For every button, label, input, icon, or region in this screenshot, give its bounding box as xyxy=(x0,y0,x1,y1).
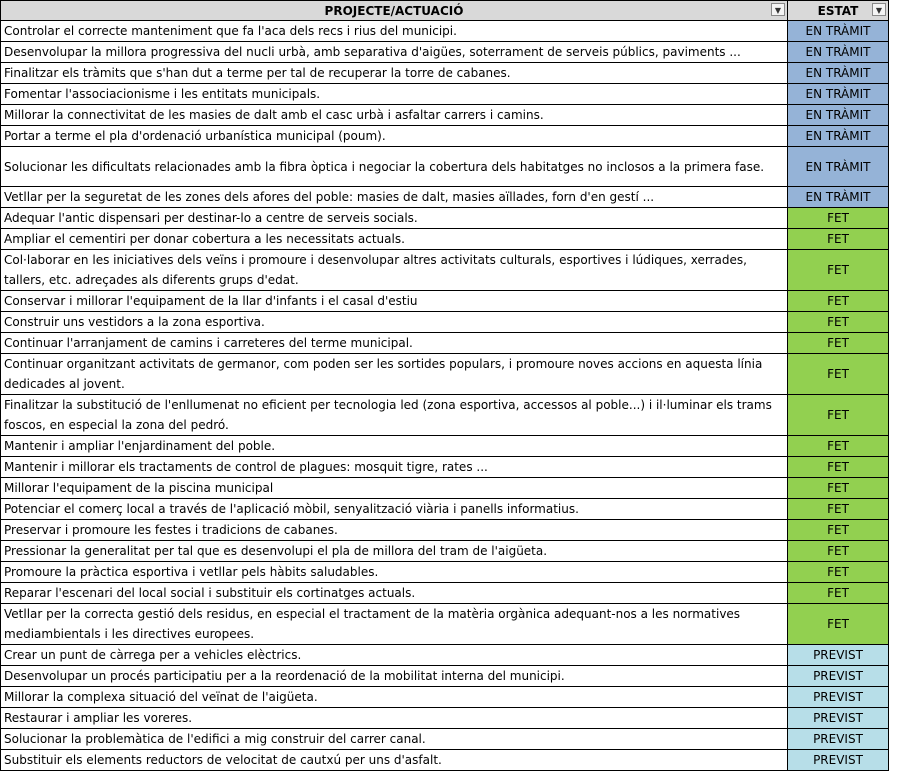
project-cell[interactable]: Fomentar l'associacionisme i les entitats municipals. xyxy=(1,84,788,105)
status-cell[interactable]: FET xyxy=(788,478,889,499)
table-row xyxy=(1,105,889,126)
project-cell[interactable]: Millorar la complexa situació del veïnat de l'aigüeta. xyxy=(1,687,788,708)
table-row xyxy=(1,126,889,147)
status-cell[interactable]: EN TRÀMIT xyxy=(788,126,889,147)
project-cell[interactable]: Controlar el correcte manteniment que fa l'aca dels recs i rius del municipi. xyxy=(1,21,788,42)
status-cell[interactable]: FET xyxy=(788,604,889,645)
table-row xyxy=(1,666,889,687)
status-cell[interactable]: PREVIST xyxy=(788,750,889,771)
project-cell[interactable]: Desenvolupar un procés participatiu per a la reordenació de la mobilitat interna del municipi. xyxy=(1,666,788,687)
status-cell[interactable]: EN TRÀMIT xyxy=(788,21,889,42)
project-cell[interactable]: Finalitzar els tràmits que s'han dut a terme per tal de recuperar la torre de cabanes. xyxy=(1,63,788,84)
project-cell[interactable]: Restaurar i ampliar les voreres. xyxy=(1,708,788,729)
table-row xyxy=(1,42,889,63)
status-cell[interactable]: EN TRÀMIT xyxy=(788,84,889,105)
project-cell[interactable]: Solucionar les dificultats relacionades amb la fibra òptica i negociar la cobertura dels habitatges no inclosos a la primera fase. xyxy=(1,147,788,187)
status-cell[interactable]: FET xyxy=(788,541,889,562)
project-cell[interactable]: Millorar la connectivitat de les masies de dalt amb el casc urbà i asfaltar carrers i camins. xyxy=(1,105,788,126)
project-cell[interactable]: Pressionar la generalitat per tal que es desenvolupi el pla de millora del tram de l'aigüeta. xyxy=(1,541,788,562)
status-cell[interactable]: FET xyxy=(788,312,889,333)
table-row xyxy=(1,687,889,708)
project-cell[interactable]: Adequar l'antic dispensari per destinar-lo a centre de serveis socials. xyxy=(1,208,788,229)
project-cell[interactable]: Ampliar el cementiri per donar cobertura a les necessitats actuals. xyxy=(1,229,788,250)
status-cell[interactable]: FET xyxy=(788,250,889,291)
table-row xyxy=(1,21,889,42)
status-cell[interactable]: EN TRÀMIT xyxy=(788,63,889,84)
table-row xyxy=(1,354,889,395)
table-row xyxy=(1,457,889,478)
project-cell[interactable]: Potenciar el comerç local a través de l'aplicació mòbil, senyalització viària i panells informatius. xyxy=(1,499,788,520)
table-row xyxy=(1,729,889,750)
table-row xyxy=(1,520,889,541)
table-row xyxy=(1,312,889,333)
status-cell[interactable]: FET xyxy=(788,395,889,436)
status-cell[interactable]: EN TRÀMIT xyxy=(788,105,889,126)
status-header-label: ESTAT xyxy=(817,3,859,18)
project-cell[interactable]: Mantenir i ampliar l'enjardinament del poble. xyxy=(1,436,788,457)
status-column-header[interactable] xyxy=(788,1,889,21)
project-cell[interactable]: Vetllar per la correcta gestió dels residus, en especial el tractament de la matèria orgànica adequant-nos a les normatives mediambientals i les directives europees. xyxy=(1,604,788,645)
status-cell[interactable]: FET xyxy=(788,291,889,312)
project-cell[interactable]: Mantenir i millorar els tractaments de control de plagues: mosquit tigre, rates ... xyxy=(1,457,788,478)
project-cell[interactable]: Solucionar la problemàtica de l'edifici a mig construir del carrer canal. xyxy=(1,729,788,750)
project-cell[interactable]: Desenvolupar la millora progressiva del nucli urbà, amb separativa d'aigües, soterrament de serveis públics, paviments ... xyxy=(1,42,788,63)
status-cell[interactable]: FET xyxy=(788,499,889,520)
filter-sorted-icon[interactable]: ▼ xyxy=(872,3,886,16)
status-cell[interactable]: FET xyxy=(788,208,889,229)
project-cell[interactable]: Vetllar per la seguretat de les zones dels afores del poble: masies de dalt, masies aïllades, forn d'en gestí ... xyxy=(1,187,788,208)
table-row xyxy=(1,436,889,457)
project-cell[interactable]: Portar a terme el pla d'ordenació urbanística municipal (poum). xyxy=(1,126,788,147)
project-cell[interactable]: Reparar l'escenari del local social i substituir els cortinatges actuals. xyxy=(1,583,788,604)
project-header-label: PROJECTE/ACTUACIÓ xyxy=(324,3,464,18)
project-cell[interactable]: Millorar l'equipament de la piscina municipal xyxy=(1,478,788,499)
table-row xyxy=(1,147,889,187)
table-row xyxy=(1,208,889,229)
status-cell[interactable]: PREVIST xyxy=(788,666,889,687)
table-row xyxy=(1,645,889,666)
status-cell[interactable]: EN TRÀMIT xyxy=(788,187,889,208)
project-cell[interactable]: Continuar organitzant activitats de germanor, com poden ser les sortides populars, i promoure noves accions en aquesta línia dedicades al jovent. xyxy=(1,354,788,395)
table-row xyxy=(1,333,889,354)
project-cell[interactable]: Conservar i millorar l'equipament de la llar d'infants i el casal d'estiu xyxy=(1,291,788,312)
table-row xyxy=(1,250,889,291)
project-cell[interactable]: Finalitzar la substitució de l'enllumenat no eficient per tecnologia led (zona esportiva, accessos al poble...) i il·luminar els trams foscos, en especial la zona del pedró. xyxy=(1,395,788,436)
table-row xyxy=(1,63,889,84)
table-row xyxy=(1,499,889,520)
table-row xyxy=(1,187,889,208)
status-cell[interactable]: FET xyxy=(788,229,889,250)
status-cell[interactable]: EN TRÀMIT xyxy=(788,42,889,63)
project-column-header[interactable] xyxy=(1,1,788,21)
status-cell[interactable]: EN TRÀMIT xyxy=(788,147,889,187)
table-row xyxy=(1,395,889,436)
status-cell[interactable]: FET xyxy=(788,457,889,478)
project-cell[interactable]: Col·laborar en les iniciatives dels veïns i promoure i desenvolupar altres activitats culturals, esportives i lúdiques, xerrades, tallers, etc. adreçades als diferents grups d'edat. xyxy=(1,250,788,291)
table-row xyxy=(1,478,889,499)
status-cell[interactable]: FET xyxy=(788,583,889,604)
status-cell[interactable]: FET xyxy=(788,436,889,457)
project-cell[interactable]: Continuar l'arranjament de camins i carreteres del terme municipal. xyxy=(1,333,788,354)
table-row xyxy=(1,750,889,771)
table-row xyxy=(1,562,889,583)
status-cell[interactable]: PREVIST xyxy=(788,645,889,666)
status-cell[interactable]: FET xyxy=(788,562,889,583)
status-cell[interactable]: FET xyxy=(788,333,889,354)
filter-dropdown-icon[interactable]: ▼ xyxy=(771,3,785,16)
project-cell[interactable]: Preservar i promoure les festes i tradicions de cabanes. xyxy=(1,520,788,541)
status-cell[interactable]: FET xyxy=(788,520,889,541)
project-cell[interactable]: Substituir els elements reductors de velocitat de cautxú per uns d'asfalt. xyxy=(1,750,788,771)
header-row xyxy=(1,1,889,21)
project-cell[interactable]: Promoure la pràctica esportiva i vetllar pels hàbits saludables. xyxy=(1,562,788,583)
status-cell[interactable]: FET xyxy=(788,354,889,395)
table-row xyxy=(1,541,889,562)
table-row xyxy=(1,291,889,312)
table-row xyxy=(1,84,889,105)
table-row xyxy=(1,708,889,729)
status-cell[interactable]: PREVIST xyxy=(788,708,889,729)
project-cell[interactable]: Construir uns vestidors a la zona esportiva. xyxy=(1,312,788,333)
project-cell[interactable]: Crear un punt de càrrega per a vehicles elèctrics. xyxy=(1,645,788,666)
table-row xyxy=(1,229,889,250)
table-row xyxy=(1,583,889,604)
status-cell[interactable]: PREVIST xyxy=(788,729,889,750)
table-row xyxy=(1,604,889,645)
status-cell[interactable]: PREVIST xyxy=(788,687,889,708)
